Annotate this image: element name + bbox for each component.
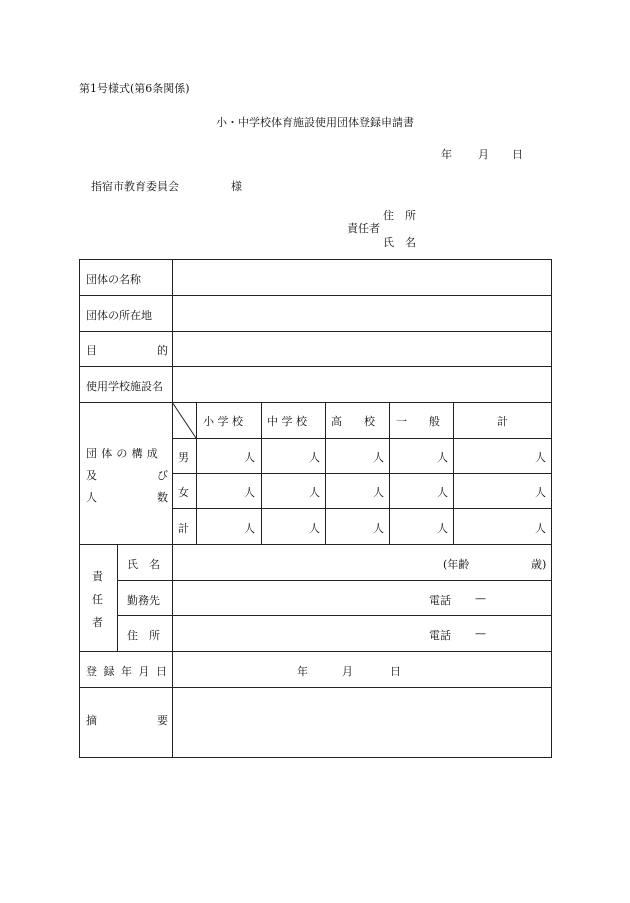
responsible-label-char: 責 (92, 570, 103, 583)
header-high-school: 高 校 (331, 415, 375, 428)
header-elementary: 小 学 校 (203, 415, 243, 428)
summary-label: 摘 要 (86, 714, 168, 727)
unit-cell: 人 (244, 451, 255, 464)
unit-cell: 人 (244, 522, 255, 535)
applicant-address-label: 住 所 (383, 209, 416, 222)
workplace-phone-dash: — (475, 592, 486, 605)
responsible-name-label: 氏 名 (127, 558, 160, 571)
header-general: 一 般 (396, 415, 440, 428)
header-total: 計 (497, 415, 508, 428)
unit-cell: 人 (373, 522, 384, 535)
address-phone-dash: — (475, 627, 486, 640)
age-open-label: (年齢 (443, 558, 470, 571)
unit-cell: 人 (535, 522, 546, 535)
workplace-phone-label: 電話 (429, 594, 451, 607)
unit-cell: 人 (437, 522, 448, 535)
registration-date-label: 登録年月日 (86, 665, 174, 678)
unit-cell: 人 (309, 451, 320, 464)
date-month-label: 月 (478, 148, 489, 161)
group-name-label: 団体の名称 (86, 273, 141, 286)
unit-cell: 人 (437, 486, 448, 499)
applicant-role-label: 責任者 (347, 222, 380, 235)
registration-form-table (79, 259, 552, 758)
corner-diagonal-line (172, 402, 196, 438)
unit-cell: 人 (437, 451, 448, 464)
form-number: 第1号様式(第6条関係) (79, 82, 190, 95)
row-total-label: 計 (178, 522, 189, 535)
row-female-label: 女 (178, 486, 189, 499)
header-junior-high: 中 学 校 (267, 415, 307, 428)
unit-cell: 人 (309, 486, 320, 499)
addressee-honorific: 様 (231, 180, 242, 193)
date-day-label: 日 (512, 148, 523, 161)
address-phone-label: 電話 (429, 629, 451, 642)
purpose-label: 目 的 (86, 344, 168, 357)
unit-cell: 人 (244, 486, 255, 499)
composition-label-line2: 及 び (86, 469, 168, 482)
unit-cell: 人 (309, 522, 320, 535)
facility-label: 使用学校施設名 (86, 380, 163, 393)
applicant-name-label: 氏 名 (383, 236, 416, 249)
group-location-label: 団体の所在地 (86, 309, 152, 322)
workplace-label: 勤務先 (127, 594, 160, 607)
responsible-address-label: 住 所 (127, 629, 160, 642)
registration-month-label: 月 (342, 665, 353, 678)
responsible-label-char: 者 (92, 616, 103, 629)
addressee-name: 指宿市教育委員会 (91, 180, 179, 193)
registration-day-label: 日 (390, 665, 401, 678)
registration-year-label: 年 (297, 665, 308, 678)
unit-cell: 人 (535, 486, 546, 499)
page-title: 小・中学校体育施設使用団体登録申請書 (216, 116, 414, 129)
row-male-label: 男 (178, 451, 189, 464)
composition-label-line3: 人 数 (86, 491, 168, 504)
responsible-label-char: 任 (92, 593, 103, 606)
unit-cell: 人 (373, 486, 384, 499)
age-close-label: 歳) (531, 558, 547, 571)
date-year-label: 年 (441, 148, 452, 161)
unit-cell: 人 (535, 451, 546, 464)
unit-cell: 人 (373, 451, 384, 464)
composition-label-line1: 団体の構成 (86, 447, 162, 460)
